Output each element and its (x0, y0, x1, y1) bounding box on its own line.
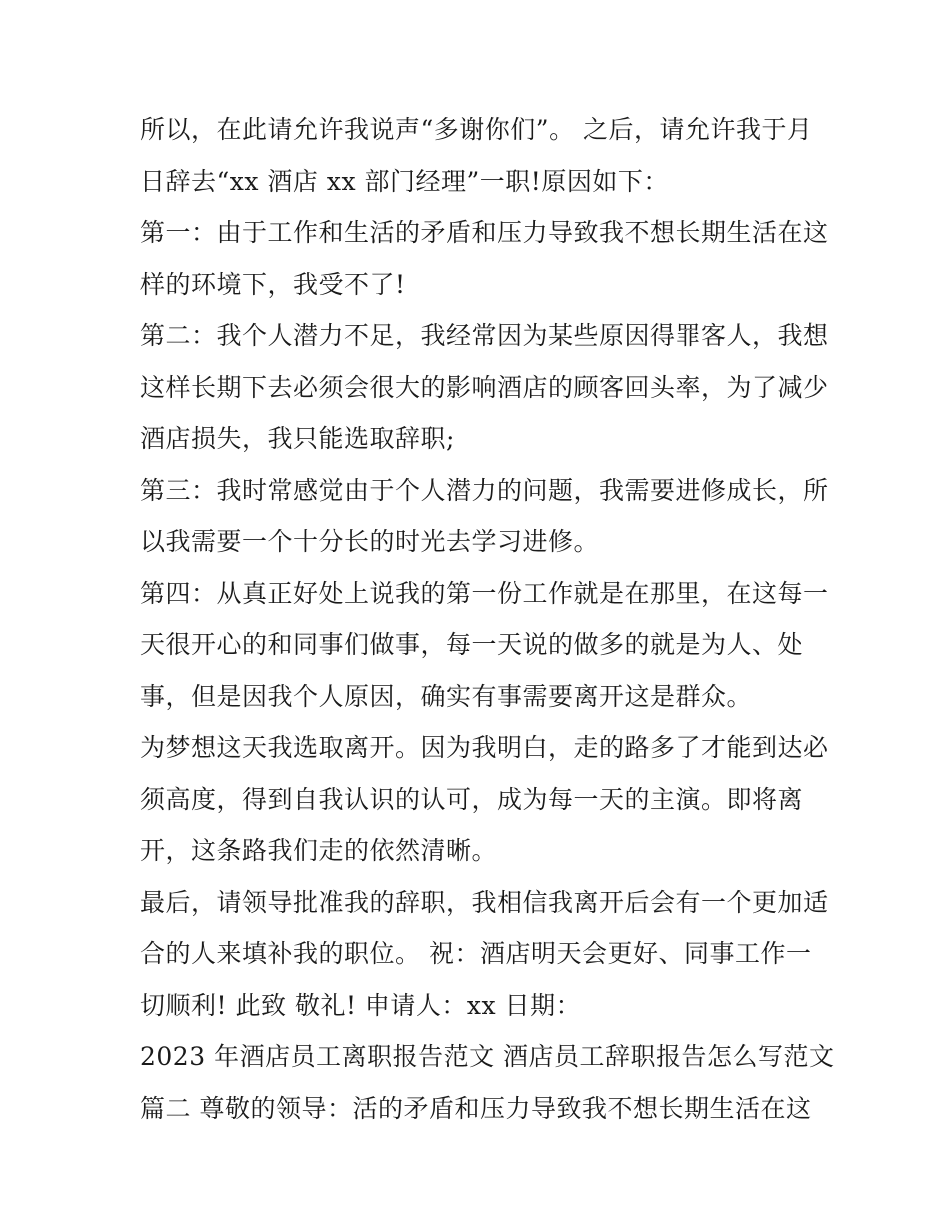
text-line: 第二：我个人潜力不足，我经常因为某些原因得罪客人，我想 (140, 321, 829, 350)
text-line: 所以，在此请允许我说声“多谢你们”。 之后，请允许我于月 (140, 115, 813, 144)
text-line: 为梦想这天我选取离开。因为我明白，走的路多了才能到达必 (140, 733, 829, 762)
text-line: 篇二 尊敬的领导：活的矛盾和压力导致我不想长期生活在这 (140, 1093, 812, 1123)
text-line: 最后，请领导批准我的辞职，我相信我离开后会有一个更加适 (140, 887, 829, 917)
text-line: 样的环境下，我受不了! (140, 269, 406, 299)
text-line: 合的人来填补我的职位。 祝：酒店明天会更好、同事工作一 (140, 939, 812, 968)
text-line: 第三：我时常感觉由于个人潜力的问题，我需要进修成长，所 (140, 475, 829, 505)
text-line: 这样长期下去必须会很大的影响酒店的顾客回头率，为了减少 (140, 372, 829, 402)
text-line: 酒店损失，我只能选取辞职; (140, 424, 455, 453)
text-line: 以我需要一个十分长的时光去学习进修。 (140, 527, 600, 556)
text-line: 2023 年酒店员工离职报告范文 酒店员工辞职报告怎么写范文 (140, 1042, 835, 1071)
text-line: 天很开心的和同事们做事，每一天说的做多的就是为人、处 (140, 630, 804, 659)
text-line: 日辞去“xx 酒店 xx 部门经理”一职!原因如下： (140, 166, 669, 196)
text-line: 事，但是因我个人原因，确实有事需要离开这是群众。 (140, 681, 753, 711)
text-line: 开，这条路我们走的依然清晰。 (140, 836, 498, 865)
document-body (140, 104, 835, 1134)
text-line: 第一：由于工作和生活的矛盾和压力导致我不想长期生活在这 (140, 218, 829, 247)
text-line: 须高度，得到自我认识的认可，成为每一天的主演。即将离 (140, 784, 804, 814)
text-line: 第四：从真正好处上说我的第一份工作就是在那里，在这每一 (140, 578, 829, 608)
text-line: 切顺利! 此致 敬礼! 申请人：xx 日期： (140, 990, 582, 1020)
